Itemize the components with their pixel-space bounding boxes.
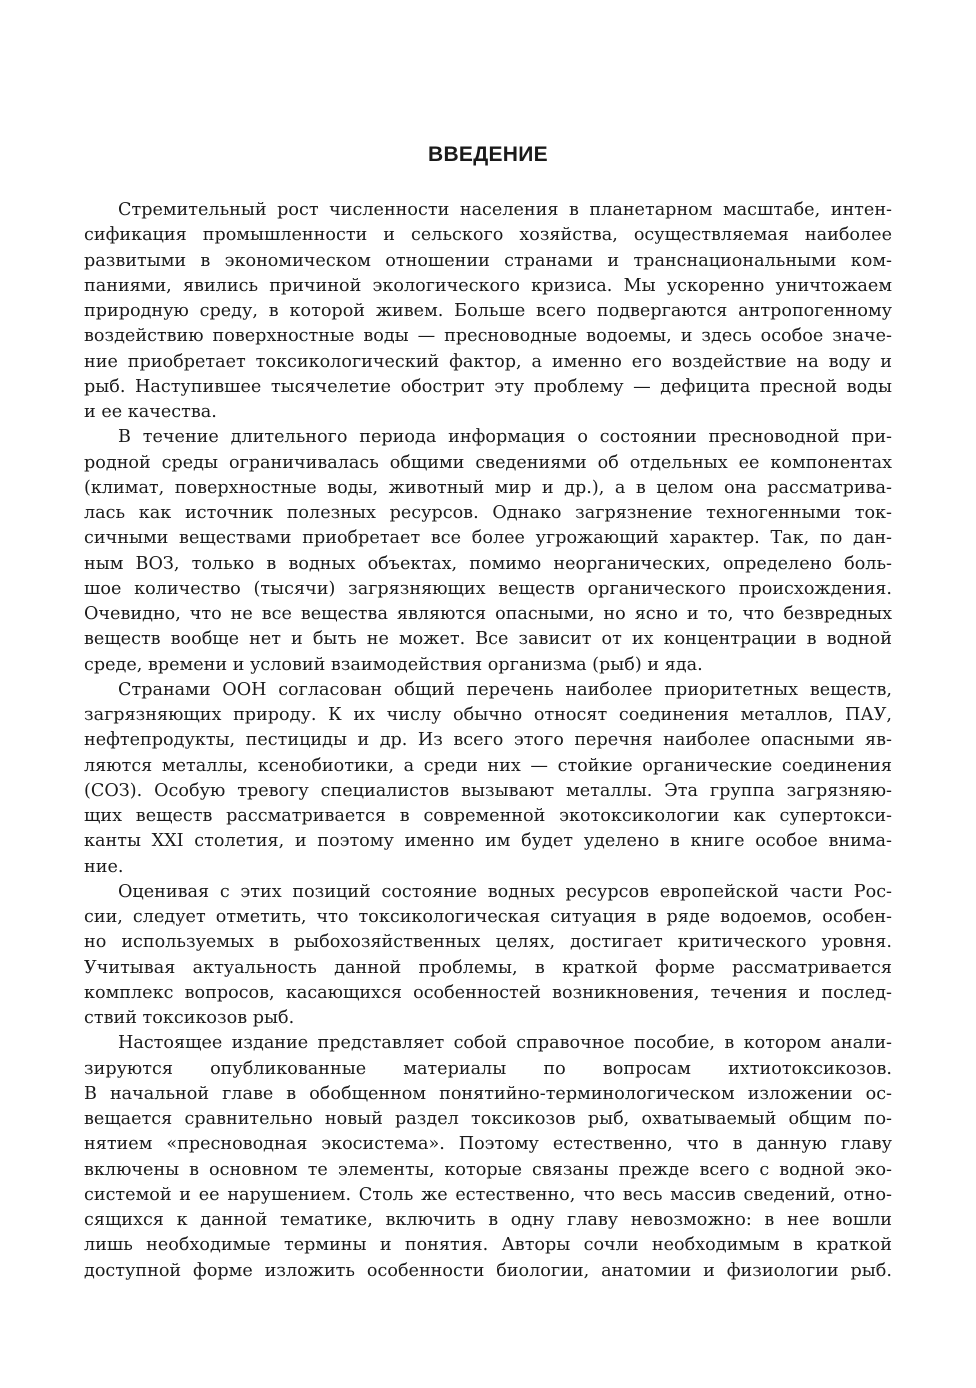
text-line: паниями, явились причиной экологического кризиса. Мы ускоренно уничтожаем (84, 275, 892, 296)
text-line: нятием «пресноводная экосистема». Поэтому естественно, что в данную главу (84, 1134, 892, 1155)
text-line: лась как источник полезных ресурсов. Однако загрязнение техногенными ток- (84, 503, 892, 523)
text-line: сящихся к данной тематике, включить в одну главу невозможно: в нее вошли (84, 1210, 892, 1230)
text-line: комплекс вопросов, касающихся особенностей возникновения, течения и послед- (84, 982, 892, 1003)
text-line: воздействию поверхностные воды — пресноводные водоемы, и здесь особое значе- (84, 326, 892, 347)
text-line: Учитывая актуальность данной проблемы, в краткой форме рассматривается (84, 957, 892, 978)
body-text (84, 198, 892, 1284)
text-line: (СОЗ). Особую тревогу специалистов вызывают металлы. Эта группа загрязняю- (84, 780, 892, 801)
paragraph-2 (84, 425, 892, 678)
text-line: загрязняющих природу. К их числу обычно относят соединения металлов, ПАУ, (84, 705, 892, 725)
text-line: лишь необходимые термины и понятия. Авторы сочли необходимым в краткой (84, 1235, 892, 1256)
text-line: сификация промышленности и сельского хозяйства, осуществляемая наиболее (84, 225, 892, 246)
page-title: ВВЕДЕНИЕ (428, 143, 548, 166)
text-line: и ее качества. (84, 402, 217, 422)
text-line: В течение длительного периода информация о состоянии пресноводной при- (118, 427, 892, 448)
text-line: сии, следует отметить, что токсикологическая ситуация в ряде водоемов, особен- (84, 907, 892, 927)
text-line: щих веществ рассматривается в современной экотоксикологии как супертокси- (84, 806, 892, 826)
text-line: природную среду, в которой живем. Больше всего подвергаются антропогенному (84, 301, 892, 321)
text-line: развитыми в экономическом отношении странами и транснациональными ком- (84, 250, 892, 271)
text-line: Стремительный рост численности населения в планетарном масштабе, интен- (118, 200, 892, 220)
paragraph-4 (84, 880, 892, 1032)
paragraph-1 (84, 198, 892, 425)
text-line: родной среды ограничивалась общими сведениями об отдельных ее компонентах (84, 452, 892, 473)
text-line: системой и ее нарушением. Столь же естественно, что весь массив сведений, отно- (84, 1184, 892, 1205)
text-line: канты XXI столетия, и поэтому именно им будет уделено в книге особое внима- (84, 831, 892, 852)
text-line: включены в основном те элементы, которые связаны прежде всего с водной эко- (84, 1159, 892, 1180)
text-line: ным ВОЗ, только в водных объектах, помимо неорганических, определено боль- (84, 553, 892, 574)
text-line: В начальной главе в обобщенном понятийно-терминологическом изложении ос- (84, 1083, 892, 1104)
text-line: ляются металлы, ксенобиотики, а среди них — стойкие органические соединения (84, 755, 892, 776)
text-line: доступной форме изложить особенности биологии, анатомии и физиологии рыб. (84, 1260, 892, 1281)
paragraph-3 (84, 678, 892, 880)
text-line: но используемых в рыбохозяйственных целях, достигает критического уровня. (84, 932, 892, 953)
text-line: нефтепродукты, пестициды и др. Из всего этого перечня наиболее опасными яв- (84, 730, 892, 751)
text-line: (климат, поверхностные воды, животный мир и др.), а в целом она рассматрива- (84, 477, 892, 498)
text-line: шое количество (тысячи) загрязняющих веществ органического происхождения. (84, 578, 892, 599)
text-line: ние. (84, 856, 124, 877)
text-line: Настоящее издание представляет собой справочное пособие, в котором анали- (118, 1033, 892, 1054)
text-line: сичными веществами приобретает все более угрожающий характер. Так, по дан- (84, 528, 892, 549)
text-line: Странами ООН согласован общий перечень наиболее приоритетных веществ, (118, 679, 892, 700)
paragraph-5 (84, 1031, 892, 1284)
text-line: рыб. Наступившее тысячелетие обострит эту проблему — дефицита пресной воды (84, 376, 892, 397)
text-line: ствий токсикозов рыб. (84, 1008, 295, 1028)
text-line: Оценивая с этих позиций состояние водных ресурсов европейской части Рос- (118, 881, 892, 902)
text-line: веществ вообще нет и быть не может. Все зависит от их концентрации в водной (84, 629, 892, 650)
text-line: вещается сравнительно новый раздел токсикозов рыб, охватываемый общим по- (84, 1109, 892, 1129)
text-line: ние приобретает токсикологический фактор, а именно его воздействие на воду и (84, 351, 892, 372)
text-line: Очевидно, что не все вещества являются опасными, но ясно и то, что безвредных (84, 604, 892, 624)
text-line: среде, времени и условий взаимодействия организма (рыб) и яда. (84, 654, 703, 675)
text-line: зируются опубликованные материалы по вопросам ихтиотоксикозов. (84, 1058, 892, 1079)
